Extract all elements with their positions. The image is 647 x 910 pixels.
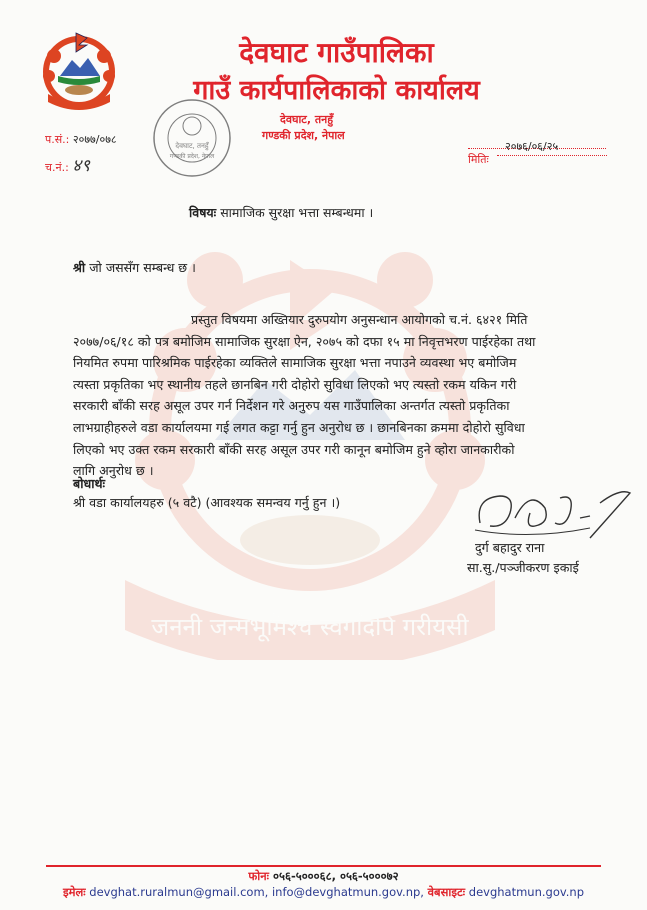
email-values[interactable]: devghat.ruralmun@gmail.com, info@devghatmun.gov.np, [89,885,424,899]
address-line1: देवघाट, तनहुँ [280,113,334,126]
watermark-motto: जननी जन्मभूमिश्च स्वर्गादपि गरीयसी [151,613,469,641]
cc-label: बोधार्थः [73,476,106,491]
cn-label: च.नं.: [45,161,69,174]
salutation-text: जो जससँग सम्बन्ध छ । [89,260,196,275]
footer-contact [0,885,647,900]
website-label: वेबसाइटः [427,885,466,899]
office-stamp [150,96,235,181]
body-line: त्यस्ता प्रकृतिका भए स्थानीय तहले छानबिन गरी दोहोरो सुविधा लिएको भए त्यस्तो रकम यकिन गरी [73,376,517,392]
body-line: सरकारी बाँकी सरह असूल उपर गर्न निर्देशन गरे अनुरुप यस गाउँपालिका अन्तर्गत त्यस्तो प्रकृतिका [73,398,510,414]
signatory-designation: सा.सु./पञ्जीकरण इकाई [467,560,579,575]
ps-row [45,132,117,147]
footer-divider [46,865,601,867]
office-title-line1: देवघाट गाउँपालिका [239,36,434,69]
stamp-line1: देवघाट, तनहुँ [175,142,209,150]
website-link[interactable]: devghatmun.gov.np [468,885,585,899]
subject-label: विषयः [189,205,217,220]
date-label: मितिः [468,153,489,166]
phone-label: फोनः [248,869,269,883]
cn-value: ४९ [72,156,90,176]
letter-body [73,309,588,482]
body-line: लाभग्राहीहरुले वडा कार्यालयमा गई लगत कट्टा गर्नु हुन अनुरोध छ । छानबिनका क्रममा दोहोरो सुविधा [73,419,525,435]
date-value: २०७६/०६/२५ [505,140,559,153]
body-line: २०७७/०६/१८ को पत्र बमोजिम सामाजिक सुरक्षा ऐन, २०७५ को दफा १५ मा निवृत्तभरण पाईरहेका तथा [73,333,536,349]
salutation [73,259,196,276]
office-title-line2: गाउँ कार्यपालिकाको कार्यालय [193,75,480,106]
subject-text: सामाजिक सुरक्षा भत्ता सम्बन्धमा । [220,205,374,220]
body-line: लागि अनुरोध छ । [73,463,154,479]
phone-value: ०५६-५०००६८, ०५६-५०००७२ [273,869,399,883]
body-line: लिएको भए उक्त रकम सरकारी बाँकी सरह असूल उपर गरी कानून बमोजिम हुने व्होरा जानकारीको [73,441,515,457]
signature-scribble [470,478,640,543]
body-line: प्रस्तुत विषयमा अख्तियार दुरुपयोग अनुसन्धान आयोगको च.नं. ६४२१ मिति [191,312,528,327]
body-line: नियमित रुपमा पारिश्रमिक पाईरहेका व्यक्तिले सामाजिक सुरक्षा भत्ता नपाउने व्यवस्था भए बमोजिम [73,355,517,371]
signatory-name: दुर्ग बहादुर राना [475,540,545,555]
stamp-line2: गण्डकी प्रदेश, नेपाल [169,153,215,160]
cn-row [45,153,90,176]
footer-phone [0,869,647,884]
ps-label: प.सं.: [45,133,70,146]
ps-value: २०७७/०७८ [72,133,117,146]
email-label: इमेलः [62,885,86,899]
salutation-bold: श्री [73,260,86,275]
address-line2: गण्डकी प्रदेश, नेपाल [262,129,345,142]
cc-text: श्री वडा कार्यालयहरु (५ वटै) (आवश्यक समन्वय गर्नु हुन ।) [73,495,341,510]
date-dots [497,155,607,156]
subject-line [189,204,373,221]
